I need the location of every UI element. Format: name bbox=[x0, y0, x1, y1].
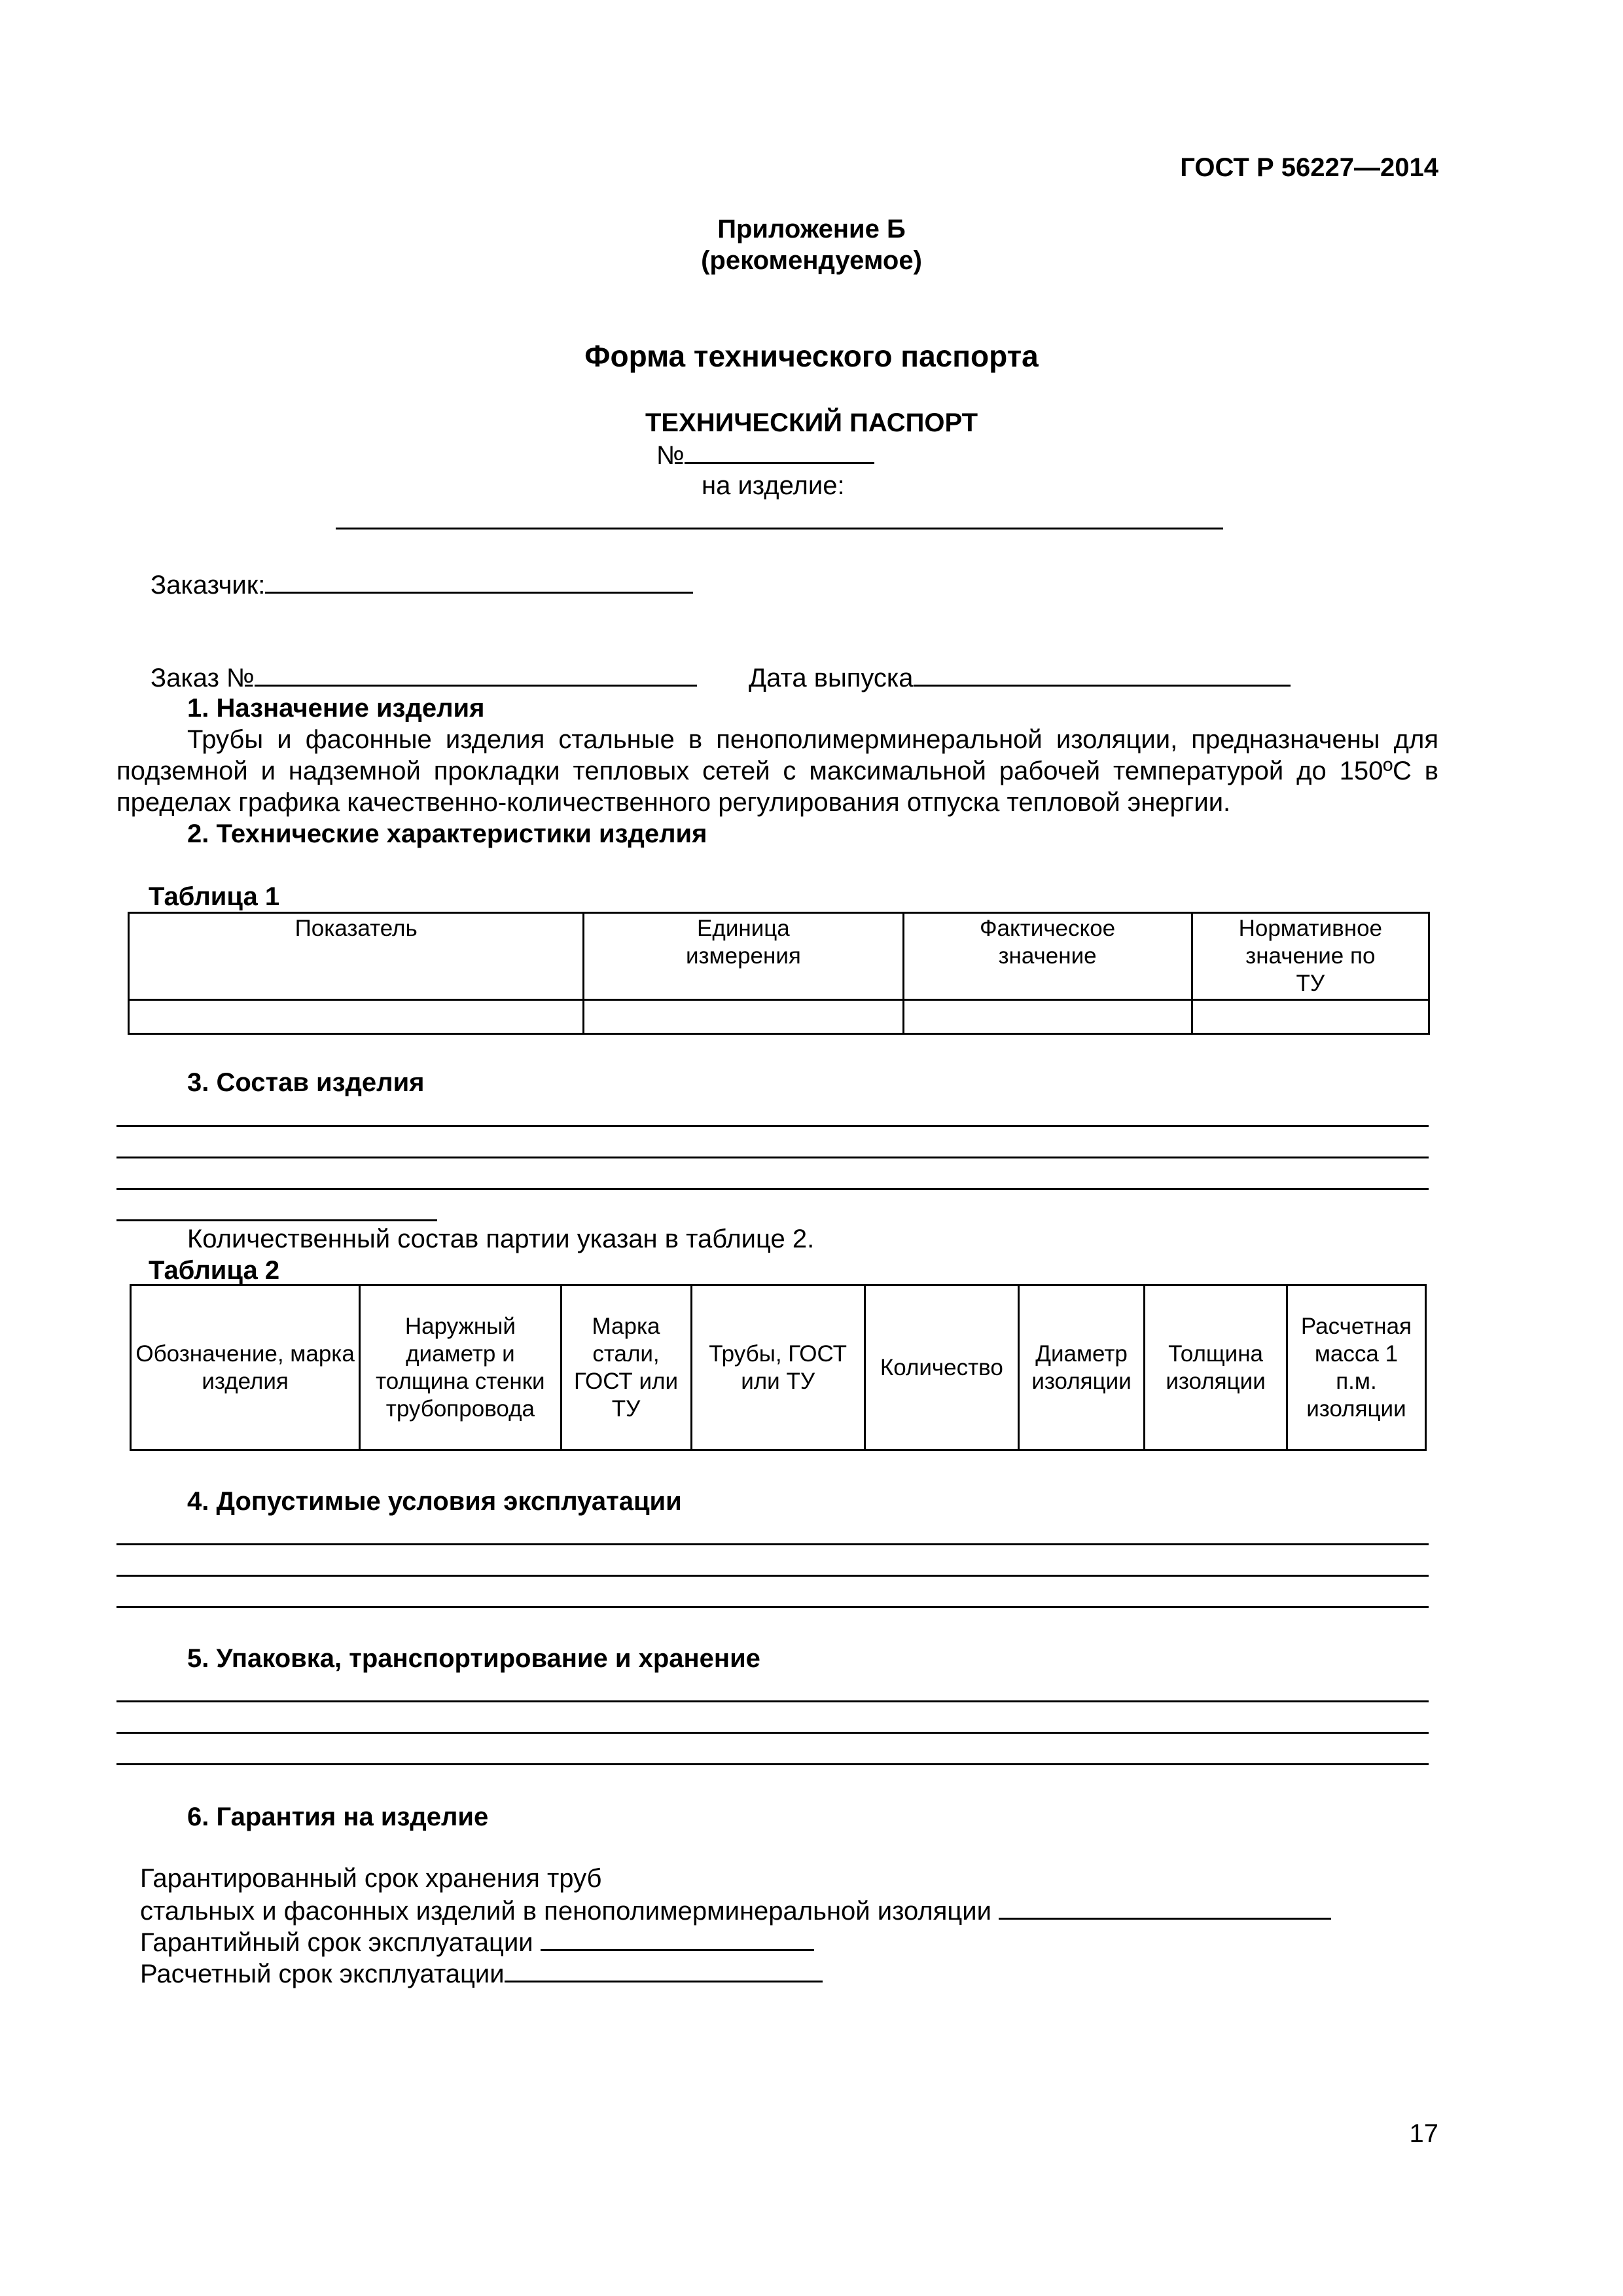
conditions-line-2[interactable] bbox=[116, 1575, 1429, 1577]
section-1-title: 1. Назначение изделия bbox=[187, 694, 485, 723]
conditions-line-3[interactable] bbox=[116, 1606, 1429, 1608]
table-1-cell[interactable] bbox=[129, 1000, 584, 1034]
section-3-title: 3. Состав изделия bbox=[187, 1068, 425, 1097]
table-2-header-outer-diameter: Наружный диаметр и толщина стенки трубопровода bbox=[360, 1285, 561, 1450]
appendix-note: (рекомендуемое) bbox=[701, 246, 922, 275]
section-4-title: 4. Допустимые условия эксплуатации bbox=[187, 1487, 682, 1516]
storage-period-field[interactable] bbox=[999, 1894, 1331, 1920]
table-2-header-insulation-thickness: Толщина изоляции bbox=[1145, 1285, 1287, 1450]
release-date-field[interactable] bbox=[914, 661, 1291, 687]
order-row bbox=[151, 661, 697, 694]
customer-field[interactable] bbox=[265, 568, 693, 594]
design-life-row bbox=[140, 1957, 823, 1990]
standard-number: ГОСТ Р 56227—2014 bbox=[1180, 153, 1438, 182]
customer-row bbox=[151, 568, 693, 601]
warranty-period-row bbox=[140, 1926, 814, 1958]
passport-number bbox=[656, 439, 874, 471]
table-2 bbox=[130, 1284, 1427, 1451]
table-2-header-insulation-diameter: Диаметр изоляции bbox=[1018, 1285, 1144, 1450]
warranty-period-label: Гарантийный срок эксплуатации bbox=[140, 1928, 533, 1957]
composition-line-2[interactable] bbox=[116, 1157, 1429, 1158]
number-field[interactable] bbox=[685, 439, 874, 464]
table-1-header-indicator: Показатель bbox=[129, 913, 584, 1000]
table-1-label: Таблица 1 bbox=[149, 882, 280, 911]
page-number: 17 bbox=[1409, 2119, 1438, 2148]
table-2-header-steel-grade: Марка стали, ГОСТ или ТУ bbox=[561, 1285, 691, 1450]
table-1-cell[interactable] bbox=[903, 1000, 1192, 1034]
appendix-title: Приложение Б bbox=[717, 215, 906, 243]
table-1-cell[interactable] bbox=[1192, 1000, 1429, 1034]
product-label: на изделие: bbox=[702, 471, 845, 500]
table-2-header-row bbox=[131, 1285, 1426, 1450]
form-title: Форма технического паспорта bbox=[584, 339, 1039, 373]
table-row bbox=[129, 1000, 1429, 1034]
packaging-line-3[interactable] bbox=[116, 1763, 1429, 1765]
product-name-field[interactable] bbox=[336, 528, 1223, 529]
passport-title: ТЕХНИЧЕСКИЙ ПАСПОРТ bbox=[645, 408, 978, 437]
conditions-line-1[interactable] bbox=[116, 1543, 1429, 1545]
table-1-cell[interactable] bbox=[584, 1000, 903, 1034]
section-6-title: 6. Гарантия на изделие bbox=[187, 1803, 489, 1831]
customer-label: Заказчик: bbox=[151, 571, 266, 600]
packaging-line-2[interactable] bbox=[116, 1732, 1429, 1734]
design-life-field[interactable] bbox=[505, 1957, 823, 1982]
release-date-label: Дата выпуска bbox=[749, 664, 914, 692]
storage-period-label: стальных и фасонных изделий в пенополимерминеральной изоляции bbox=[140, 1897, 991, 1926]
table-1 bbox=[128, 912, 1430, 1035]
order-label: Заказ № bbox=[151, 664, 255, 692]
table-2-label: Таблица 2 bbox=[149, 1256, 280, 1285]
number-label: № bbox=[656, 441, 685, 470]
composition-line-1[interactable] bbox=[116, 1125, 1429, 1127]
table-1-header-normative: Нормативное значение по ТУ bbox=[1192, 913, 1429, 1000]
table-2-header-mass: Расчетная масса 1 п.м. изоляции bbox=[1287, 1285, 1425, 1450]
packaging-line-1[interactable] bbox=[116, 1700, 1429, 1702]
table-2-header-designation: Обозначение, марка изделия bbox=[131, 1285, 360, 1450]
table-1-header-row bbox=[129, 913, 1429, 1000]
section-3-note: Количественный состав партии указан в таблице 2. bbox=[187, 1225, 815, 1253]
warranty-period-field[interactable] bbox=[541, 1926, 814, 1951]
table-2-header-quantity: Количество bbox=[865, 1285, 1018, 1450]
table-1-header-unit: Единица измерения bbox=[584, 913, 903, 1000]
table-1-header-actual: Фактическое значение bbox=[903, 913, 1192, 1000]
table-2-header-pipes: Трубы, ГОСТ или ТУ bbox=[691, 1285, 865, 1450]
section-1-text: Трубы и фасонные изделия стальные в пенополимерминеральной изоляции, предназначены для подземной и надземной прокладки тепловых сетей с максимальной рабочей температурой до 150ºС в пределах графика качественно-количественного регулирования отпуска тепловой энергии. bbox=[116, 725, 1438, 817]
composition-line-4[interactable] bbox=[116, 1219, 437, 1221]
order-number-field[interactable] bbox=[255, 661, 697, 687]
section-5-title: 5. Упаковка, транспортирование и хранение bbox=[187, 1644, 760, 1673]
composition-line-3[interactable] bbox=[116, 1188, 1429, 1190]
release-date-row bbox=[749, 661, 1291, 694]
design-life-label: Расчетный срок эксплуатации bbox=[140, 1960, 505, 1988]
storage-period-line-1: Гарантированный срок хранения труб bbox=[140, 1864, 602, 1893]
section-2-title: 2. Технические характеристики изделия bbox=[187, 819, 707, 848]
storage-period-row bbox=[140, 1894, 1331, 1927]
